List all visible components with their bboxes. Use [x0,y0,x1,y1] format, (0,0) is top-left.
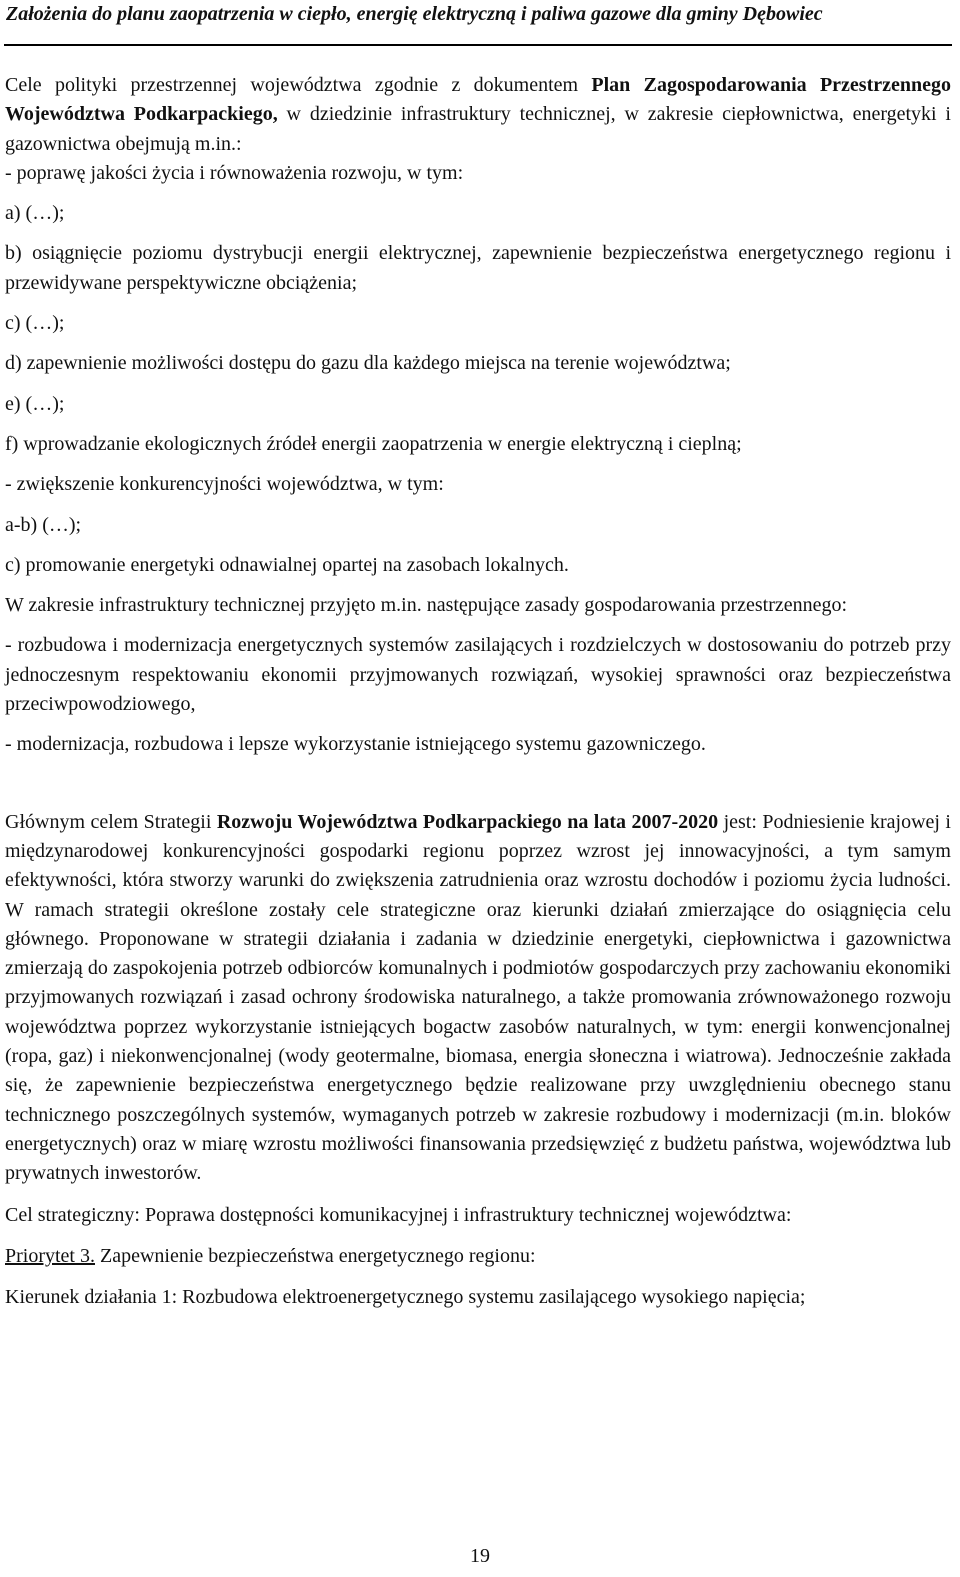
intro-paragraph: Cele polityki przestrzennej województwa zgodnie z dokumentem Plan Zagospodarowania Przestrzennego Województwa Podkarpackiego, w dziedzinie infrastruktury technicznej, w zakresie ciepłownictwa, energetyki i gazownictwa obejmują m.in.: [5,74,951,155]
list-item: d) zapewnienie możliwości dostępu do gazu dla każdego miejsca na terenie województwa; [5,352,731,375]
action-direction: Kierunek działania 1: Rozbudowa elektroenergetycznego systemu zasilającego wysokiego napięcia; [5,1286,806,1309]
header-rule [4,44,952,46]
page-number: 19 [470,1545,490,1567]
priority-label: Priorytet 3. [5,1244,95,1267]
list-item: c) (…); [5,312,65,335]
strategy-title: Rozwoju Województwa Podkarpackiego na lata 2007-2020 [216,810,719,833]
list-item: a) (…); [5,202,65,225]
list-item: - zwiększenie konkurencyjności województwa, w tym: [5,473,444,496]
list-item: c) promowanie energetyki odnawialnej opartej na zasobach lokalnych. [5,553,569,576]
priority-line: Priorytet 3. Zapewnienie bezpieczeństwa energetycznego regionu: [5,1244,536,1267]
list-item: - rozbudowa i modernizacja energetycznych systemów zasilających i rozdzielczych w dostosowaniu do potrzeb przy jednoczesnym respektowaniu ekonomii przyjmowanych rozwiązań, wysokiej sprawności oraz bezpieczeństwa przeciwpowodziowego, [5,634,951,716]
list-item: - modernizacja, rozbudowa i lepsze wykorzystanie istniejącego systemu gazowniczego. [5,733,706,756]
list-item: e) (…); [5,392,65,415]
strategic-goal: Cel strategiczny: Poprawa dostępności komunikacyjnej i infrastruktury technicznej województwa: [5,1203,792,1226]
list-item: - poprawę jakości życia i równoważenia rozwoju, w tym: [5,161,464,184]
list-item: a-b) (…); [5,513,82,536]
list-item: b) osiągnięcie poziomu dystrybucji energii elektrycznej, zapewnienie bezpieczeństwa energetycznego regionu i przewidywane perspektywiczne obciążenia; [5,242,951,294]
document-header: Założenia do planu zaopatrzenia w ciepło, energię elektryczną i paliwa gazowe dla gminy Dębowiec [6,3,823,25]
document-body [5,71,951,1312]
strategy-paragraph: Głównym celem Strategii Rozwoju Województwa Podkarpackiego na lata 2007-2020 jest: Podniesienie krajowej i międzynarodowej konkurencyjności gospodarki regionu poprzez wzrost jej innowacyjności, a tym samym efektywności, która stworzy warunki do zwiększenia zatrudnienia oraz wzrostu dochodów i poziomu życia ludności. W ramach strategii określone zostały cele strategiczne oraz kierunki działań zmierzające do osiągnięcia celu głównego. Proponowane w strategii działania i zadania w dziedzinie energetyki, ciepłownictwa i gazownictwa zmierzają do zaspokojenia potrzeb odbiorców komunalnych i podmiotów gospodarczych przy zachowaniu ekonomiki przyjmowanych rozwiązań i zasad ochrony środowiska naturalnego, a także promowania zrównoważonego rozwoju województwa poprzez wykorzystanie istniejących bogactw zasobów naturalnych, w tym: energii konwencjonalnej (ropa, gaz) i niekonwencjonalnej (wody geotermalne, biomasa, energia słoneczna i wiatrowa). Jednocześnie zakłada się, że zapewnienie bezpieczeństwa energetycznego będzie realizowane przy uwzględnieniu obecnego stanu technicznego poszczególnych systemów, wymaganych potrzeb w zakresie rozbudowy i modernizacji (m.in. bloków energetycznych) oraz w miarę wzrostu możliwości finansowania przedsięwzięć z budżetu państwa, województwa lub prywatnych inwestorów. [5,810,951,1185]
plan-title: Plan Zagospodarowania Przestrzennego Województwa Podkarpackiego, [5,74,951,126]
list-item: f) wprowadzanie ekologicznych źródeł energii zaopatrzenia w energie elektryczną i cieplną; [5,432,742,455]
principles-intro: W zakresie infrastruktury technicznej przyjęto m.in. następujące zasady gospodarowania przestrzennego: [5,594,848,617]
